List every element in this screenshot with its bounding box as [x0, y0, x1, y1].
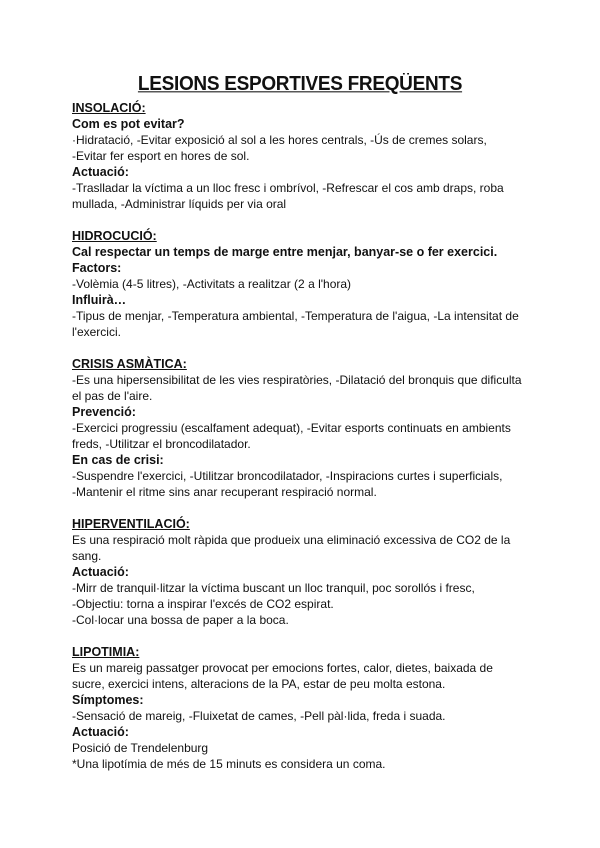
section	[72, 356, 532, 500]
section-heading: CRISIS ASMÀTICA:	[72, 357, 187, 371]
body-text-line: freds, -Utilitzar el broncodilatador.	[72, 437, 251, 451]
subheading: Símptomes:	[72, 693, 144, 707]
section	[72, 100, 532, 212]
body-text-line: sucre, exercici intens, alteracions de la PA, estar de peu molta estona.	[72, 677, 446, 691]
body-text-line: sang.	[72, 549, 102, 563]
section	[72, 516, 532, 628]
body-text-line: -Volèmia (4-5 litres), -Activitats a realitzar (2 a l'hora)	[72, 277, 352, 291]
body-text-line: -Es una hipersensibilitat de les vies respiratòries, -Dilatació del bronquis que dificulta	[72, 373, 522, 387]
subheading: Influirà…	[72, 293, 127, 307]
page-title: LESIONS ESPORTIVES FREQÜENTS	[137, 73, 463, 96]
body-text-line: -Objectiu: torna a inspirar l'excés de CO2 espirat.	[72, 597, 334, 611]
body-text-line: l'exercici.	[72, 325, 121, 339]
body-text-line: -Exercici progressiu (escalfament adequat), -Evitar esports continuats en ambients	[72, 421, 511, 435]
section-heading: LIPOTIMIA:	[72, 645, 140, 659]
section	[72, 228, 532, 340]
body-text-line: el pas de l'aire.	[72, 389, 153, 403]
section-heading: INSOLACIÓ:	[72, 101, 146, 115]
body-text-line: ·Hidratació, -Evitar exposició al sol a les hores centrals, -Ús de cremes solars,	[72, 133, 487, 147]
subheading: Factors:	[72, 261, 122, 275]
body-text-line: -Mirr de tranquil·litzar la víctima buscant un lloc tranquil, poc sorollós i fresc,	[72, 581, 475, 595]
subheading: Actuació:	[72, 725, 129, 739]
body-text-line: -Sensació de mareig, -Fluixetat de cames, -Pell pàl·lida, freda i suada.	[72, 709, 446, 723]
body-text-line: -Tipus de menjar, -Temperatura ambiental, -Temperatura de l'aigua, -La intensitat de	[72, 309, 519, 323]
subheading: En cas de crisi:	[72, 453, 164, 467]
body-text-line: mullada, -Administrar líquids per via oral	[72, 197, 287, 211]
section	[72, 644, 532, 772]
body-text-line: -Col·locar una bossa de paper a la boca.	[72, 613, 289, 627]
body-text-line: Es un mareig passatger provocat per emocions fortes, calor, dietes, baixada de	[72, 661, 493, 675]
body-text-line: -Mantenir el ritme sins anar recuperant respiració normal.	[72, 485, 377, 499]
subheading: Actuació:	[72, 165, 129, 179]
section-heading: HIPERVENTILACIÓ:	[72, 517, 190, 531]
document-body	[72, 100, 532, 788]
subheading: Com es pot evitar?	[72, 117, 185, 131]
body-text-line: -Traslladar la víctima a un lloc fresc i ombrívol, -Refrescar el cos amb draps, roba	[72, 181, 504, 195]
section-heading: HIDROCUCIÓ:	[72, 229, 157, 243]
subheading: Cal respectar un temps de marge entre menjar, banyar-se o fer exercici.	[72, 245, 498, 259]
subheading: Actuació:	[72, 565, 129, 579]
body-text-line: Es una respiració molt ràpida que produeix una eliminació excessiva de CO2 de la	[72, 533, 511, 547]
body-text-line: -Suspendre l'exercici, -Utilitzar broncodilatador, -Inspiracions curtes i superficials,	[72, 469, 503, 483]
subheading: Prevenció:	[72, 405, 136, 419]
body-text-line: Posició de Trendelenburg	[72, 741, 209, 755]
body-text-line: *Una lipotímia de més de 15 minuts es considera un coma.	[72, 757, 386, 771]
body-text-line: -Evitar fer esport en hores de sol.	[72, 149, 250, 163]
